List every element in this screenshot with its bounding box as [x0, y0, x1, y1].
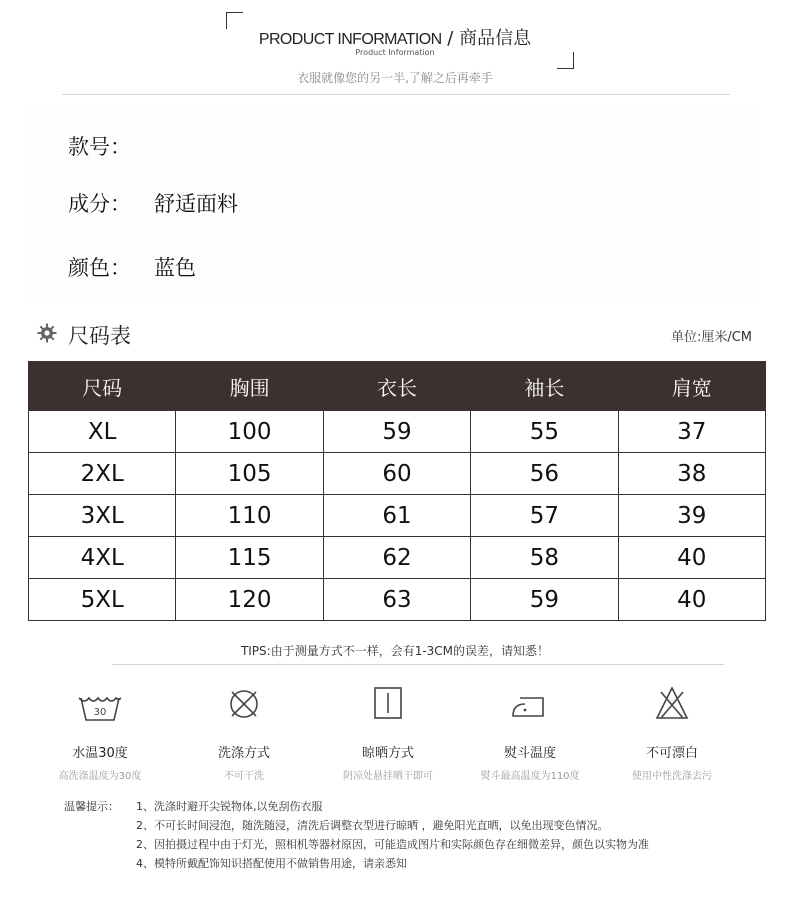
cell-sleeve: 59: [471, 579, 618, 621]
cell-length: 59: [323, 411, 470, 453]
col-shoulder: 肩宽: [618, 362, 765, 411]
cell-sleeve: 56: [471, 453, 618, 495]
size-chart-title: 尺码表: [68, 324, 131, 348]
cell-shoulder: 38: [618, 453, 765, 495]
care-sub: 阴凉处悬挂晒干即可: [343, 771, 433, 782]
cell-shoulder: 39: [618, 495, 765, 537]
cell-sleeve: 57: [471, 495, 618, 537]
care-label: 不可漂白: [645, 746, 698, 761]
style-number-row: [68, 131, 131, 161]
material-label: 成分：: [68, 192, 131, 216]
page-title: [0, 24, 790, 50]
care-label: 水温30度: [72, 746, 128, 761]
tips-text: TIPS:由于测量方式不一样，会有1-3CM的误差，请知悉！: [240, 644, 550, 658]
care-item-wash: [30, 680, 170, 782]
cell-chest: 120: [176, 579, 323, 621]
cell-length: 63: [323, 579, 470, 621]
care-sub: 不可干洗: [224, 771, 264, 782]
cell-length: 60: [323, 453, 470, 495]
cell-size: 2XL: [29, 453, 176, 495]
table-row: [29, 579, 766, 621]
wash-temp-badge: 30: [93, 707, 107, 718]
material-value: 舒适面料: [154, 192, 238, 216]
care-sub: 熨斗最高温度为110度: [480, 771, 580, 782]
col-sleeve: 袖长: [471, 362, 618, 411]
care-item-iron: [460, 680, 600, 782]
care-label: 熨斗温度: [503, 746, 556, 761]
cell-size: XL: [29, 411, 176, 453]
cell-size: 5XL: [29, 579, 176, 621]
no-bleach-icon: [647, 680, 697, 730]
wash-30-icon: [75, 680, 125, 730]
subtitle-english: Product Information: [355, 48, 435, 57]
note-item: 4、模特所戴配饰知识搭配使用不做销售用途，请亲悉知: [136, 857, 407, 870]
title-english: PRODUCT INFORMATION: [258, 31, 442, 48]
cell-shoulder: 40: [618, 579, 765, 621]
care-item-dryclean: [174, 680, 314, 782]
cell-chest: 110: [176, 495, 323, 537]
care-item-dry: [318, 680, 458, 782]
title-chinese: 商品信息: [459, 28, 532, 49]
cell-shoulder: 40: [618, 537, 765, 579]
note-item: 2、不可长时间浸泡，随洗随浸，清洗后调整衣型进行晾晒 ，避免阳光直晒，以免出现变色情况。: [136, 819, 609, 832]
col-size: 尺码: [29, 362, 176, 411]
cell-sleeve: 58: [471, 537, 618, 579]
line-dry-icon: [363, 680, 413, 730]
note-item: 2、因拍摄过程中由于灯光，照相机等器材原因，可能造成图片和实际颜色存在细微差异，颜色以实物为准: [136, 838, 649, 851]
col-length: 衣长: [323, 362, 470, 411]
header-divider: [62, 94, 730, 95]
notes-label: 温馨提示：: [64, 800, 119, 813]
table-row: [29, 495, 766, 537]
product-info-panel: [30, 104, 760, 302]
color-label: 颜色：: [68, 256, 131, 280]
cell-length: 61: [323, 495, 470, 537]
no-dry-clean-icon: [219, 680, 269, 730]
cell-sleeve: 55: [471, 411, 618, 453]
material-row: [68, 188, 238, 218]
size-table-header: [29, 362, 766, 411]
size-chart-unit: 单位:厘米/CM: [670, 330, 752, 345]
cell-size: 3XL: [29, 495, 176, 537]
color-value: 蓝色: [154, 256, 196, 280]
care-label: 晾晒方式: [361, 746, 414, 761]
tagline: 衣服就像您的另一半,了解之后再牵手: [297, 71, 493, 85]
style-number-label: 款号：: [68, 135, 131, 159]
size-table: [28, 361, 766, 621]
color-row: [68, 252, 196, 282]
care-label: 洗涤方式: [217, 746, 270, 761]
table-row: [29, 411, 766, 453]
cell-shoulder: 37: [618, 411, 765, 453]
iron-icon: [505, 680, 555, 730]
cell-chest: 100: [176, 411, 323, 453]
care-sub: 高洗涤温度为30度: [58, 771, 142, 782]
table-row: [29, 537, 766, 579]
cell-chest: 115: [176, 537, 323, 579]
cell-chest: 105: [176, 453, 323, 495]
cell-length: 62: [323, 537, 470, 579]
care-sub: 使用中性洗涤去污: [632, 771, 712, 782]
note-item: 1、洗涤时避开尖锐物体,以免刮伤衣服: [136, 800, 323, 813]
cell-size: 4XL: [29, 537, 176, 579]
title-separator: /: [441, 28, 460, 49]
care-item-bleach: [602, 680, 742, 782]
table-row: [29, 453, 766, 495]
gear-icon: [37, 323, 57, 343]
tips-divider: [112, 664, 724, 665]
col-chest: 胸围: [176, 362, 323, 411]
